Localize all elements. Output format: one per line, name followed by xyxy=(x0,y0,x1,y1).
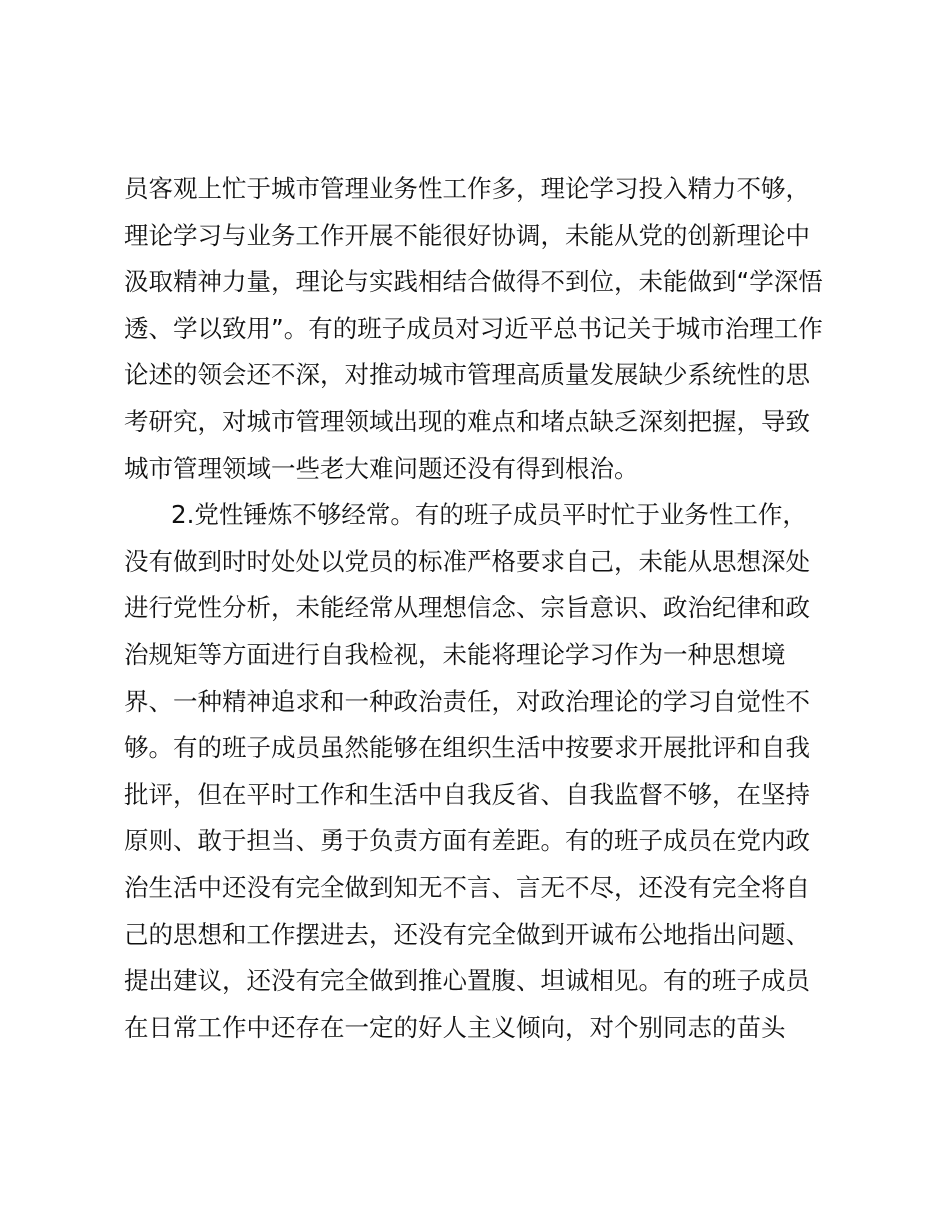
text-line: 在日常工作中还存在一定的好人主义倾向，对个别同志的苗头 xyxy=(124,1012,786,1042)
paragraph-1 xyxy=(124,166,844,492)
body-text xyxy=(124,166,844,1051)
text-line: 己的思想和工作摆进去，还没有完全做到开诚布公地指出问题、 xyxy=(124,919,810,949)
text-line: 够。有的班子成员虽然能够在组织生活中按要求开展批评和自我 xyxy=(124,733,810,763)
text-line: 考研究，对城市管理领域出现的难点和堵点缺乏深刻把握，导致 xyxy=(124,406,810,436)
text-line: 理论学习与业务工作开展不能很好协调，未能从党的创新理论中 xyxy=(124,220,810,250)
text-line: 员客观上忙于城市管理业务性工作多，理论学习投入精力不够， xyxy=(124,174,810,203)
text-line: 治规矩等方面进行自我检视，未能将理论学习作为一种思想境 xyxy=(124,639,786,669)
paragraph-2 xyxy=(124,492,844,1051)
text-line: 进行党性分析，未能经常从理想信念、宗旨意识、政治纪律和政 xyxy=(124,593,810,623)
text-line: 批评，但在平时工作和生活中自我反省、自我监督不够，在坚持 xyxy=(124,779,810,809)
text-line: 治生活中还没有完全做到知无不言、言无不尽，还没有完全将自 xyxy=(124,872,810,902)
text-line: 原则、敢于担当、勇于负责方面有差距。有的班子成员在党内政 xyxy=(124,826,810,856)
text-line: 没有做到时时处处以党员的标准严格要求自己，未能从思想深处 xyxy=(124,546,810,576)
text-line: 提出建议，还没有完全做到推心置腹、坦诚相见。有的班子成员 xyxy=(124,966,810,996)
text-line: 论述的领会还不深，对推动城市管理高质量发展缺少系统性的思 xyxy=(124,360,810,390)
text-line: 城市管理领域一些老大难问题还没有得到根治。 xyxy=(124,453,639,483)
text-line: 界、一种精神追求和一种政治责任，对政治理论的学习自觉性不 xyxy=(124,686,810,716)
text-line-heading: 2.党性锤炼不够经常。有的班子成员平时忙于业务性工作， xyxy=(171,500,807,530)
text-line: 汲取精神力量，理论与实践相结合做得不到位，未能做到“学深悟 xyxy=(124,267,823,297)
text-line: 透、学以致用”。有的班子成员对习近平总书记关于城市治理工作 xyxy=(124,313,823,343)
